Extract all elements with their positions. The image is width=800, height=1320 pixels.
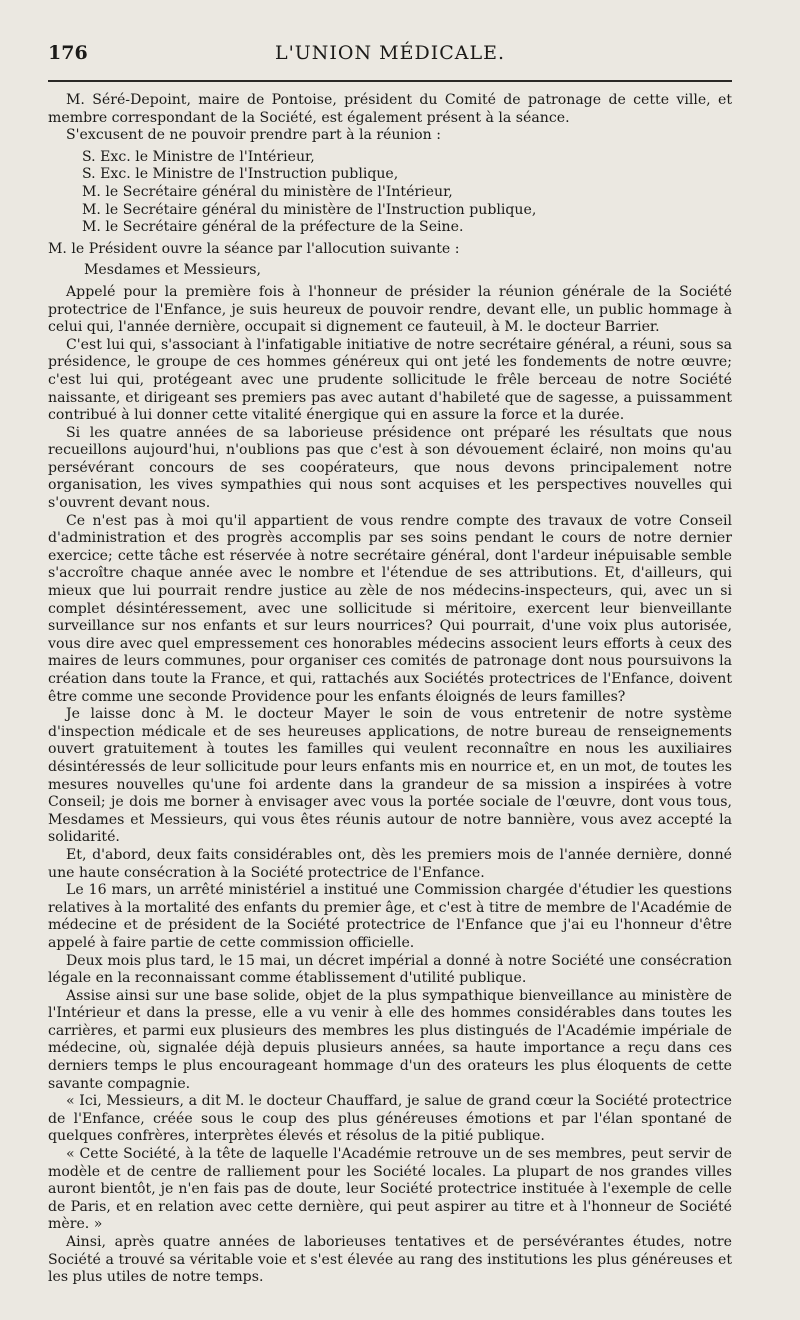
list-item: M. le Secrétaire général du ministère de l'Instruction publique, [82, 201, 537, 218]
list-item: S. Exc. le Ministre de l'Intérieur, [82, 148, 315, 165]
list-item: M. le Secrétaire général de la préfecture de la Seine. [82, 219, 464, 236]
paragraph: S'excusent de ne pouvoir prendre part à la réunion : [66, 127, 441, 144]
salutation: Mesdames et Messieurs, [84, 262, 261, 279]
paragraph: Le 16 mars, un arrêté ministériel a institué une Commission chargée d'étudier les questions relatives à la mortalité des enfants du premier âge, et c'est à titre de membre de l'Académie de médecine et de président de la Société protectrice de l'Enfance que j'ai eu l'honneur d'être appelé à faire partie de cette commission officielle. [48, 882, 732, 951]
paragraph: Assise ainsi sur une base solide, objet de la plus sympathique bienveillance au ministère de l'Intérieur et dans la presse, elle a vu venir à elle des hommes considérables dans toutes les carrières, et parmi eux plusieurs des membres les plus distingués de l'Académie impériale de médecine, où, signalée déjà depuis plusieurs années, sa haute importance a reçu dans ces derniers temps le plus encourageant hommage d'un des orateurs les plus éloquents de cette savante compagnie. [48, 987, 732, 1092]
paragraph: Ainsi, après quatre années de laborieuses tentatives et de persévérantes études, notre Société a trouvé sa véritable voie et s'est élevée au rang des institutions les plus généreuses et les plus utiles de notre temps. [48, 1234, 732, 1286]
page-header [48, 40, 732, 64]
list-item: S. Exc. le Ministre de l'Instruction publique, [82, 166, 399, 183]
paragraph: C'est lui qui, s'associant à l'infatigable initiative de notre secrétaire général, a réuni, sous sa présidence, le groupe de ces hommes généreux qui ont jeté les fondements de notre œuvre; c'est lui qui, protégeant avec une prudente sollicitude le frêle berceau de notre Société naissante, et dirigeant ses premiers pas avec autant d'habileté que de sagesse, a puissamment contribué à lui donner cette vitalité énergique qui en assure la force et la durée. [48, 336, 732, 424]
page-number: 176 [48, 42, 88, 64]
paragraph: « Ici, Messieurs, a dit M. le docteur Chauffard, je salue de grand cœur la Société protectrice de l'Enfance, créée sous le coup des plus généreuses émotions et par l'élan spontané de quelques confrères, interprètes élevés et résolus de la pitié publique. [48, 1093, 732, 1145]
president-intro: M. le Président ouvre la séance par l'allocution suivante : [48, 240, 460, 257]
paragraph: Ce n'est pas à moi qu'il appartient de vous rendre compte des travaux de votre Conseil d'administration et des progrès accomplis par ses soins pendant le cours de notre dernier exercice; cette tâche est réservée à notre secrétaire général, dont l'ardeur inépuisable semble s'accroître chaque année avec le nombre et l'étendue de ses attributions. Et, d'ailleurs, qui mieux que lui pourrait rendre justice au zèle de nos médecins-inspecteurs, qui, avec un si complet désintéressement, avec une sollicitude si méritoire, exercent leur bienveillante surveillance sur nos enfants et sur leurs nourrices? Qui pourrait, d'une voix plus autorisée, vous dire avec quel empressement ces honorables médecins associent leurs efforts à ceux des maires de leurs communes, pour organiser ces comités de patronage dont nous poursuivons la création dans toute la France, et qui, rattachés aux Sociétés protectrices de l'Enfance, doivent être comme une seconde Providence pour les enfants éloignés de leurs familles? [48, 512, 732, 705]
running-title: L'UNION MÉDICALE. [274, 42, 506, 64]
paragraph: M. Séré-Depoint, maire de Pontoise, président du Comité de patronage de cette ville, et membre correspondant de la Société, est également présent à la séance. [48, 92, 732, 126]
document-body [48, 92, 732, 1287]
paragraph: Appelé pour la première fois à l'honneur de présider la réunion générale de la Société protectrice de l'Enfance, je suis heureux de pouvoir rendre, devant elle, un public hommage à celui qui, l'année dernière, occupait si dignement ce fauteuil, à M. le docteur Barrier. [48, 283, 732, 336]
paragraph: « Cette Société, à la tête de laquelle l'Académie retrouve un de ses membres, peut servir de modèle et de centre de ralliement pour les Société locales. La plupart de nos grandes villes auront bientôt, je n'en fais pas de doute, leur Société protectrice instituée à l'exemple de celle de Paris, et en relation avec cette dernière, qui peut aspirer au titre et à l'honneur de Société mère. » [48, 1146, 732, 1233]
excuses-list [82, 149, 732, 237]
paragraph: Et, d'abord, deux faits considérables ont, dès les premiers mois de l'année dernière, donné une haute consécration à la Société protectrice de l'Enfance. [48, 846, 732, 881]
list-item: M. le Secrétaire général du ministère de l'Intérieur, [82, 183, 453, 200]
paragraph: Je laisse donc à M. le docteur Mayer le soin de vous entretenir de notre système d'inspection médicale et de ses heureuses applications, de notre bureau de renseignements ouvert gratuitement à toutes les familles qui veulent reconnaître en nous les auxiliaires désintéressés de leur sollicitude pour leurs enfants mis en nourrice et, en un mot, de toutes les mesures nouvelles qu'une foi ardente dans la grandeur de sa mission a inspirées à votre Conseil; je dois me borner à envisager avec vous la portée sociale de l'œuvre, dont vous tous, Mesdames et Messieurs, qui vous êtes réunis autour de notre bannière, vous avez accepté la solidarité. [48, 706, 732, 846]
paragraph: Deux mois plus tard, le 15 mai, un décret impérial a donné à notre Société une consécration légale en la reconnaissant comme établissement d'utilité publique. [48, 952, 732, 987]
paragraph: Si les quatre années de sa laborieuse présidence ont préparé les résultats que nous recueillons aujourd'hui, n'oublions pas que c'est à son dévouement éclairé, non moins qu'au persévérant concours de ses coopérateurs, que nous devons principalement notre organisation, les vives sympathies qui nous sont acquises et les perspectives nouvelles qui s'ouvrent devant nous. [48, 424, 732, 512]
header-rule [48, 80, 732, 82]
